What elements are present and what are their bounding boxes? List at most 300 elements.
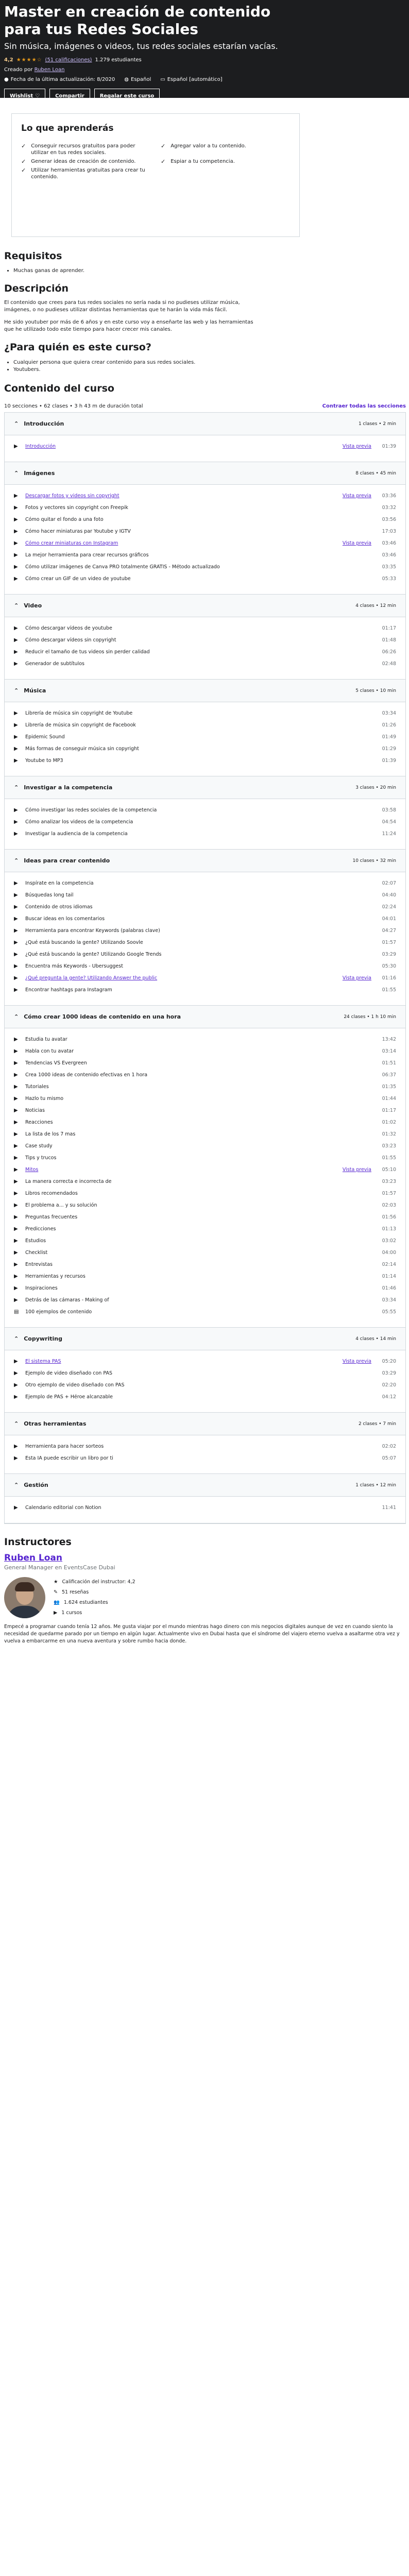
section-title-text: Música — [24, 687, 46, 694]
lesson-duration: 01:32 — [382, 1131, 396, 1137]
lesson-title: Checklist — [25, 1250, 48, 1256]
lesson-duration: 04:54 — [382, 819, 396, 825]
lesson-row — [14, 1367, 396, 1379]
play-circle-icon: ▶ — [14, 746, 18, 752]
lesson-row — [14, 731, 396, 743]
lesson-duration: 03:29 — [382, 1370, 396, 1376]
chevron-up-icon: ⌃ — [14, 602, 19, 609]
lesson-title: Tutoriales — [25, 1084, 49, 1090]
lesson-row — [14, 901, 396, 913]
created-by-label: Creado por — [4, 67, 33, 73]
play-circle-icon: ▶ — [14, 661, 18, 667]
lesson-row — [14, 1057, 396, 1069]
lesson-duration: 01:57 — [382, 940, 396, 945]
section-header[interactable] — [5, 1328, 405, 1350]
play-circle-icon: ▶ — [14, 807, 18, 813]
learn-item-text: Espiar a tu competencia. — [171, 159, 235, 164]
lesson-title: Encontrar hashtags para Instagram — [25, 987, 112, 993]
learn-title: Lo que aprenderás — [21, 123, 114, 133]
play-circle-icon: ▶ — [14, 1382, 18, 1388]
play-circle-icon: ▶ — [14, 1274, 18, 1279]
lesson-title[interactable]: Introducción — [25, 444, 56, 449]
lesson-title: Fotos y vectores sin copyright con Freepik — [25, 505, 128, 511]
lesson-title: Entrevistas — [25, 1262, 53, 1267]
play-circle-icon: ▶ — [14, 1505, 18, 1511]
play-circle-icon: ▶ — [14, 1191, 18, 1196]
learn-item — [21, 158, 150, 165]
learn-item-text: Conseguir recursos gratuitos para poder utilizar en tus redes sociales. — [31, 143, 135, 156]
lesson-title: Buscar ideas en los comentarios — [25, 916, 105, 922]
what-you-learn — [11, 113, 300, 237]
lesson-row[interactable] — [14, 972, 396, 984]
section-meta: 3 clases • 20 min — [355, 785, 396, 790]
lesson-row — [14, 634, 396, 646]
lesson-duration: 03:23 — [382, 1179, 396, 1184]
audience-section — [4, 342, 406, 374]
play-circle-icon: ▶ — [14, 1037, 18, 1042]
lesson-title: Detrás de las cámaras - Making of — [25, 1297, 109, 1303]
section-title-text: Cómo crear 1000 ideas de contenido en una hora — [24, 1013, 181, 1020]
lesson-duration: 01:13 — [382, 1226, 396, 1232]
play-circle-icon: ▶ — [14, 1084, 18, 1090]
lesson-title: Tendencias VS Evergreen — [25, 1060, 87, 1066]
lesson-duration: 05:55 — [382, 1309, 396, 1315]
lesson-duration: 05:07 — [382, 1455, 396, 1461]
lesson-row — [14, 889, 396, 901]
play-circle-icon: ▶ — [14, 892, 18, 898]
lesson-row — [14, 755, 396, 767]
lesson-row — [14, 1176, 396, 1188]
lesson-row — [14, 1093, 396, 1105]
lesson-row — [14, 828, 396, 840]
lesson-row — [14, 804, 396, 816]
learn-item-text: Agregar valor a tu contenido. — [171, 143, 246, 149]
instructor-stat — [54, 1598, 135, 1608]
check-icon: ✓ — [161, 143, 166, 149]
play-circle-icon: ▶ — [14, 1455, 18, 1461]
last-updated-text: Fecha de la última actualización: 8/2020 — [10, 77, 115, 82]
requirements-title: Requisitos — [4, 250, 62, 262]
lesson-title: Hazlo tu mismo — [25, 1096, 64, 1101]
stat-text: 51 reseñas — [61, 1589, 89, 1595]
lesson-duration: 01:46 — [382, 1285, 396, 1291]
play-circle-icon: ▶ — [14, 1238, 18, 1244]
instructor-stats — [54, 1577, 135, 1618]
lesson-title: El problema a... y su solución — [25, 1202, 97, 1208]
play-circle-icon: ▶ — [14, 722, 18, 728]
share-button[interactable]: Compartir — [49, 89, 90, 104]
audience-item: • Cualquier persona que quiera crear contenido para sus redes sociales. — [13, 359, 406, 366]
lesson-duration: 02:07 — [382, 880, 396, 886]
learn-item-text: Utilizar herramientas gratuitas para crear tu contenido. — [31, 167, 145, 180]
section-title — [14, 1013, 181, 1020]
lesson-duration: 13:42 — [382, 1037, 396, 1042]
lesson-title[interactable]: Descargar fotos y videos sin copyright — [25, 493, 120, 499]
section-title — [14, 420, 64, 427]
section-title-text: Copywriting — [24, 1335, 62, 1342]
play-circle-icon: ▶ — [14, 1131, 18, 1137]
audience-title: ¿Para quién es este curso? — [4, 342, 151, 353]
play-circle-icon: ▶ — [14, 517, 18, 522]
instructor-stats-row — [4, 1577, 406, 1618]
lesson-row — [14, 743, 396, 755]
lesson-row[interactable] — [14, 1164, 396, 1176]
lesson-row — [14, 1247, 396, 1259]
section-title-text: Video — [24, 602, 42, 609]
stat-text: 1.624 estudiantes — [63, 1600, 108, 1605]
description-paragraph: He sido youtuber por más de 6 años y en este curso voy a enseñarte las web y las herramientas que he utilizado todo este tiempo para hacer crecer mis canales. — [4, 319, 253, 332]
content-title: Contenido del curso — [4, 383, 114, 394]
gift-button[interactable]: Regalar este curso — [94, 89, 160, 104]
lesson-row — [14, 1235, 396, 1247]
lesson-row — [14, 573, 396, 585]
lesson-list — [5, 1435, 405, 1474]
course-subtitle: Sin música, imágenes o videos, tus redes sociales estarían vacías. — [4, 41, 278, 51]
play-circle-icon: ▶ — [14, 1262, 18, 1267]
lesson-duration: 01:29 — [382, 746, 396, 752]
instructor-avatar[interactable] — [4, 1577, 45, 1618]
play-circle-icon: ▶ — [14, 904, 18, 910]
lesson-row[interactable] — [14, 1355, 396, 1367]
preview-link[interactable]: Vista previa — [342, 1167, 371, 1173]
check-icon: ✓ — [21, 158, 26, 165]
lesson-row — [14, 646, 396, 658]
play-circle-icon: ▶ — [14, 505, 18, 511]
play-circle-icon: ▶ — [14, 649, 18, 655]
chevron-up-icon: ⌃ — [14, 687, 19, 694]
lesson-title: Cómo utilizar imágenes de Canva PRO totalmente GRATIS - Método actualizado — [25, 564, 220, 570]
lesson-duration: 03:34 — [382, 1297, 396, 1303]
lesson-title[interactable]: El sistema PAS — [25, 1359, 61, 1364]
lesson-title: Libros recomendados — [25, 1191, 78, 1196]
section-title — [14, 784, 112, 791]
lesson-duration: 01:14 — [382, 1274, 396, 1279]
created-by — [4, 67, 405, 73]
section-header[interactable] — [5, 1006, 405, 1028]
learn-item — [21, 143, 150, 156]
lesson-title: Youtube to MP3 — [25, 758, 63, 764]
play-circle-icon: ▶ — [14, 916, 18, 922]
instructor-stat — [54, 1577, 135, 1587]
play-circle-icon: ▶ — [14, 1179, 18, 1184]
lesson-duration: 03:02 — [382, 1238, 396, 1244]
lesson-duration: 02:02 — [382, 1444, 396, 1449]
lesson-list — [5, 872, 405, 1006]
section-header[interactable] — [5, 462, 405, 485]
section-header[interactable] — [5, 1413, 405, 1435]
section-title-text: Otras herramientas — [24, 1420, 87, 1427]
lesson-list — [5, 1028, 405, 1328]
lesson-row — [14, 1306, 396, 1318]
lesson-row — [14, 1199, 396, 1211]
author-link[interactable]: Ruben Loan — [34, 67, 65, 73]
section-header[interactable] — [5, 850, 405, 872]
lesson-title: Ejemplo de PAS + Héroe alcanzable — [25, 1394, 113, 1400]
section-meta: 4 clases • 14 min — [355, 1336, 396, 1342]
lesson-row — [14, 1294, 396, 1306]
lesson-row — [14, 549, 396, 561]
play-circle-icon: ▶ — [14, 987, 18, 993]
course-hero — [0, 0, 409, 98]
lesson-title: Reacciones — [25, 1120, 53, 1125]
lesson-row — [14, 1188, 396, 1199]
lesson-duration: 01:51 — [382, 1060, 396, 1066]
lesson-duration: 01:17 — [382, 625, 396, 631]
lesson-duration: 01:44 — [382, 1096, 396, 1101]
requirement-item: • Muchas ganas de aprender. — [13, 268, 406, 274]
play-circle-icon: ▶ — [14, 1359, 18, 1364]
lesson-row — [14, 960, 396, 972]
lesson-title: Estudios — [25, 1238, 46, 1244]
lesson-row — [14, 514, 396, 526]
lesson-title: Cómo descargar vídeos sin copyright — [25, 637, 116, 643]
lesson-row — [14, 1211, 396, 1223]
play-circle-icon: ▶ — [14, 940, 18, 945]
play-circle-icon: ▶ — [14, 1214, 18, 1220]
stat-icon: ✎ — [54, 1589, 58, 1595]
section-header[interactable] — [5, 680, 405, 702]
stat-icon: ▶ — [54, 1610, 58, 1616]
lesson-row — [14, 719, 396, 731]
section-title — [14, 687, 46, 694]
lesson-duration: 01:55 — [382, 1155, 396, 1161]
lesson-duration: 01:55 — [382, 987, 396, 993]
stat-text: 1 cursos — [61, 1610, 82, 1616]
lesson-row — [14, 1045, 396, 1057]
lesson-row — [14, 526, 396, 537]
lesson-title[interactable]: ¿Qué pregunta la gente? Utilizando Answer the public — [25, 975, 158, 981]
lesson-row — [14, 1282, 396, 1294]
star-rating-icon: ★★★★☆ — [16, 57, 42, 63]
lesson-duration: 03:34 — [382, 710, 396, 716]
wishlist-button[interactable] — [4, 89, 45, 104]
lesson-title[interactable]: Cómo crear miniaturas con Instagram — [25, 540, 118, 546]
play-circle-icon: ▶ — [14, 1250, 18, 1256]
play-circle-icon: ▶ — [14, 1120, 18, 1125]
lesson-row — [14, 658, 396, 670]
rating-value: 4,2 — [4, 57, 13, 63]
learn-item-text: Generar ideas de creación de contenido. — [31, 159, 136, 164]
lesson-duration: 04:00 — [382, 1250, 396, 1256]
curriculum-accordion — [4, 412, 406, 1524]
stat-text: Calificación del instructor: 4,2 — [62, 1579, 135, 1585]
lesson-row — [14, 1105, 396, 1116]
section-title-text: Gestión — [24, 1482, 48, 1488]
instructors-title: Instructores — [4, 1536, 72, 1548]
lesson-title: Tips y trucos — [25, 1155, 57, 1161]
section-title — [14, 470, 55, 477]
course-content — [4, 383, 406, 1524]
section-title-text: Introducción — [24, 420, 64, 427]
lesson-title: Inspiraciones — [25, 1285, 58, 1291]
lesson-duration: 01:39 — [382, 444, 396, 449]
lesson-row — [14, 1152, 396, 1164]
lesson-list — [5, 702, 405, 776]
play-circle-icon: ▶ — [14, 880, 18, 886]
lesson-row — [14, 948, 396, 960]
lesson-row — [14, 1270, 396, 1282]
lesson-duration: 01:49 — [382, 734, 396, 740]
lesson-title: Librería de música sin copyright de Facebook — [25, 722, 136, 728]
section-meta: 10 clases • 32 min — [352, 858, 396, 863]
lesson-title: Cómo descargar vídeos de youtube — [25, 625, 112, 631]
lesson-row — [14, 937, 396, 948]
lesson-duration: 02:48 — [382, 661, 396, 667]
lesson-title: La manera correcta e incorrecta de — [25, 1179, 112, 1184]
lesson-title: Inspírate en la competencia — [25, 880, 94, 886]
lesson-title: Reducir el tamaño de tus videos sin perder calidad — [25, 649, 150, 655]
content-summary: 10 secciones • 62 clases • 3 h 43 m de duración total — [4, 403, 143, 409]
preview-link[interactable]: Vista previa — [342, 1359, 371, 1364]
course-meta — [4, 77, 405, 82]
preview-link[interactable]: Vista previa — [342, 540, 371, 546]
lesson-title: Cómo crear un GIF de un video de youtube — [25, 576, 131, 582]
play-circle-icon: ▶ — [14, 1167, 18, 1173]
wishlist-label: Wishlist — [10, 93, 33, 99]
section-meta: 4 clases • 12 min — [355, 603, 396, 608]
play-circle-icon: ▶ — [14, 831, 18, 837]
play-circle-icon: ▶ — [14, 928, 18, 934]
lesson-title: Cómo analizar los videos de la competencia — [25, 819, 133, 825]
check-icon: ✓ — [21, 143, 26, 149]
lesson-duration: 03:14 — [382, 1048, 396, 1054]
last-updated — [4, 77, 115, 82]
lesson-duration: 01:02 — [382, 1120, 396, 1125]
play-circle-icon: ▶ — [14, 1226, 18, 1232]
alert-icon: ● — [4, 77, 9, 82]
lesson-duration: 01:56 — [382, 1214, 396, 1220]
section-header[interactable] — [5, 413, 405, 435]
lesson-row — [14, 502, 396, 514]
stat-icon: ★ — [54, 1579, 58, 1585]
instructor-stat — [54, 1608, 135, 1618]
section-header[interactable] — [5, 595, 405, 617]
lesson-duration: 02:03 — [382, 1202, 396, 1208]
collapse-all-button[interactable]: Contraer todas las secciones — [322, 403, 406, 409]
lesson-duration: 01:39 — [382, 758, 396, 764]
lesson-title[interactable]: Mitos — [25, 1167, 39, 1173]
lesson-list — [5, 485, 405, 595]
play-circle-icon: ▶ — [14, 819, 18, 825]
lesson-duration: 03:46 — [382, 540, 396, 546]
ratings-count-link[interactable]: (51 calificaciones) — [45, 57, 92, 63]
lesson-title: Preguntas frecuentes — [25, 1214, 78, 1220]
play-circle-icon: ▶ — [14, 952, 18, 957]
lesson-title: Noticias — [25, 1108, 45, 1113]
lesson-row — [14, 707, 396, 719]
learn-item — [161, 158, 290, 165]
audience-list — [13, 359, 406, 374]
students-count: 1.279 estudiantes — [95, 57, 142, 63]
lesson-title: Cómo investigar las redes sociales de la competencia — [25, 807, 157, 813]
lesson-title: La lista de los 7 mas — [25, 1131, 76, 1137]
instructor-name-link[interactable]: Ruben Loan — [4, 1553, 62, 1563]
section-header[interactable] — [5, 776, 405, 799]
play-circle-icon: ▶ — [14, 1202, 18, 1208]
lesson-duration: 01:16 — [382, 975, 396, 981]
lesson-title: Cómo hacer miniaturas par Youtube y IGTV — [25, 529, 131, 534]
lesson-row — [14, 1223, 396, 1235]
lesson-duration: 02:24 — [382, 904, 396, 910]
play-circle-icon: ▶ — [14, 564, 18, 570]
lesson-title: 100 ejemplos de contenido — [25, 1309, 92, 1315]
play-circle-icon: ▶ — [14, 529, 18, 534]
chevron-up-icon: ⌃ — [14, 1335, 19, 1342]
lesson-row[interactable] — [14, 537, 396, 549]
action-buttons — [4, 89, 405, 104]
captions-text: Español [automático] — [167, 77, 223, 82]
section-meta: 24 clases • 1 h 10 min — [344, 1014, 396, 1020]
section-title — [14, 1420, 86, 1427]
lesson-list — [5, 435, 405, 462]
lesson-duration: 03:36 — [382, 493, 396, 499]
lesson-duration: 02:14 — [382, 1262, 396, 1267]
lesson-duration: 17:03 — [382, 529, 396, 534]
captions — [160, 77, 222, 82]
lesson-row — [14, 1502, 396, 1514]
lesson-row[interactable] — [14, 490, 396, 502]
lesson-row — [14, 984, 396, 996]
lesson-duration: 11:41 — [382, 1505, 396, 1511]
section-header[interactable] — [5, 1474, 405, 1497]
section-title — [14, 857, 110, 864]
lesson-row — [14, 1440, 396, 1452]
play-circle-icon: ▶ — [14, 1285, 18, 1291]
lesson-duration: 04:40 — [382, 892, 396, 898]
play-circle-icon: ▶ — [14, 493, 18, 499]
lesson-title: Calendario editorial con Notion — [25, 1505, 101, 1511]
lesson-row[interactable] — [14, 440, 396, 452]
section-meta: 2 clases • 7 min — [358, 1421, 396, 1427]
lesson-title: Herramienta para hacer sorteos — [25, 1444, 104, 1449]
instructor-bio: Empecé a programar cuando tenía 12 años. Me gusta viajar por el mundo mientras hago dinero con mis negocios digitales aunque de vez en cuando siento la necesidad de quedarme parado por un tiempo en algún lugar. Actualmente vivo en Dubai hasta que el síndrome del viajero eterno vuelva a asaltarme otra vez y vuelva a embarcarme en una nueva aventura y sobre rumbo hacia donde. — [4, 1624, 400, 1644]
lesson-title: Contenido de otros idiomas — [25, 904, 93, 910]
learn-item — [21, 167, 150, 180]
preview-link[interactable]: Vista previa — [342, 493, 371, 499]
lesson-title: Estudia tu avatar — [25, 1037, 67, 1042]
lesson-duration: 11:24 — [382, 831, 396, 837]
preview-link[interactable]: Vista previa — [342, 975, 371, 981]
lesson-title: Predicciones — [25, 1226, 56, 1232]
lesson-title: Crea 1000 ideas de contenido efectivas en 1 hora — [25, 1072, 148, 1078]
play-circle-icon: ▶ — [14, 444, 18, 449]
section-meta: 8 clases • 45 min — [355, 470, 396, 476]
description-paragraph: El contenido que crees para tus redes sociales no sería nada si no pudieses utilizar música, imágenes, o no pudieses utilizar distintas herramientas que te harán la vida más fácil. — [4, 300, 240, 313]
language-text: Español — [131, 77, 151, 82]
lesson-duration: 01:48 — [382, 637, 396, 643]
lesson-title: Investigar la audiencia de la competencia — [25, 831, 128, 837]
lesson-title: La mejor herramienta para crear recursos gráficos — [25, 552, 149, 558]
lesson-duration: 01:57 — [382, 1191, 396, 1196]
lesson-list — [5, 799, 405, 850]
preview-link[interactable]: Vista previa — [342, 444, 371, 449]
lesson-title: Cómo quitar el fondo a una foto — [25, 517, 104, 522]
lesson-duration: 06:37 — [382, 1072, 396, 1078]
audience-item: • Youtubers. — [13, 366, 406, 374]
content-summary-bar — [4, 403, 406, 409]
description-section — [4, 283, 406, 333]
play-circle-icon: ▶ — [14, 758, 18, 764]
lesson-title: Esta IA puede escribir un libro por ti — [25, 1455, 113, 1461]
play-circle-icon: ▶ — [14, 1394, 18, 1400]
chevron-up-icon: ⌃ — [14, 470, 19, 477]
lesson-row — [14, 1081, 396, 1093]
lesson-duration: 06:26 — [382, 649, 396, 655]
play-circle-icon: ▶ — [14, 963, 18, 969]
heart-icon: ♡ — [35, 93, 40, 99]
instructor-stat — [54, 1587, 135, 1598]
play-circle-icon: ▶ — [14, 1155, 18, 1161]
